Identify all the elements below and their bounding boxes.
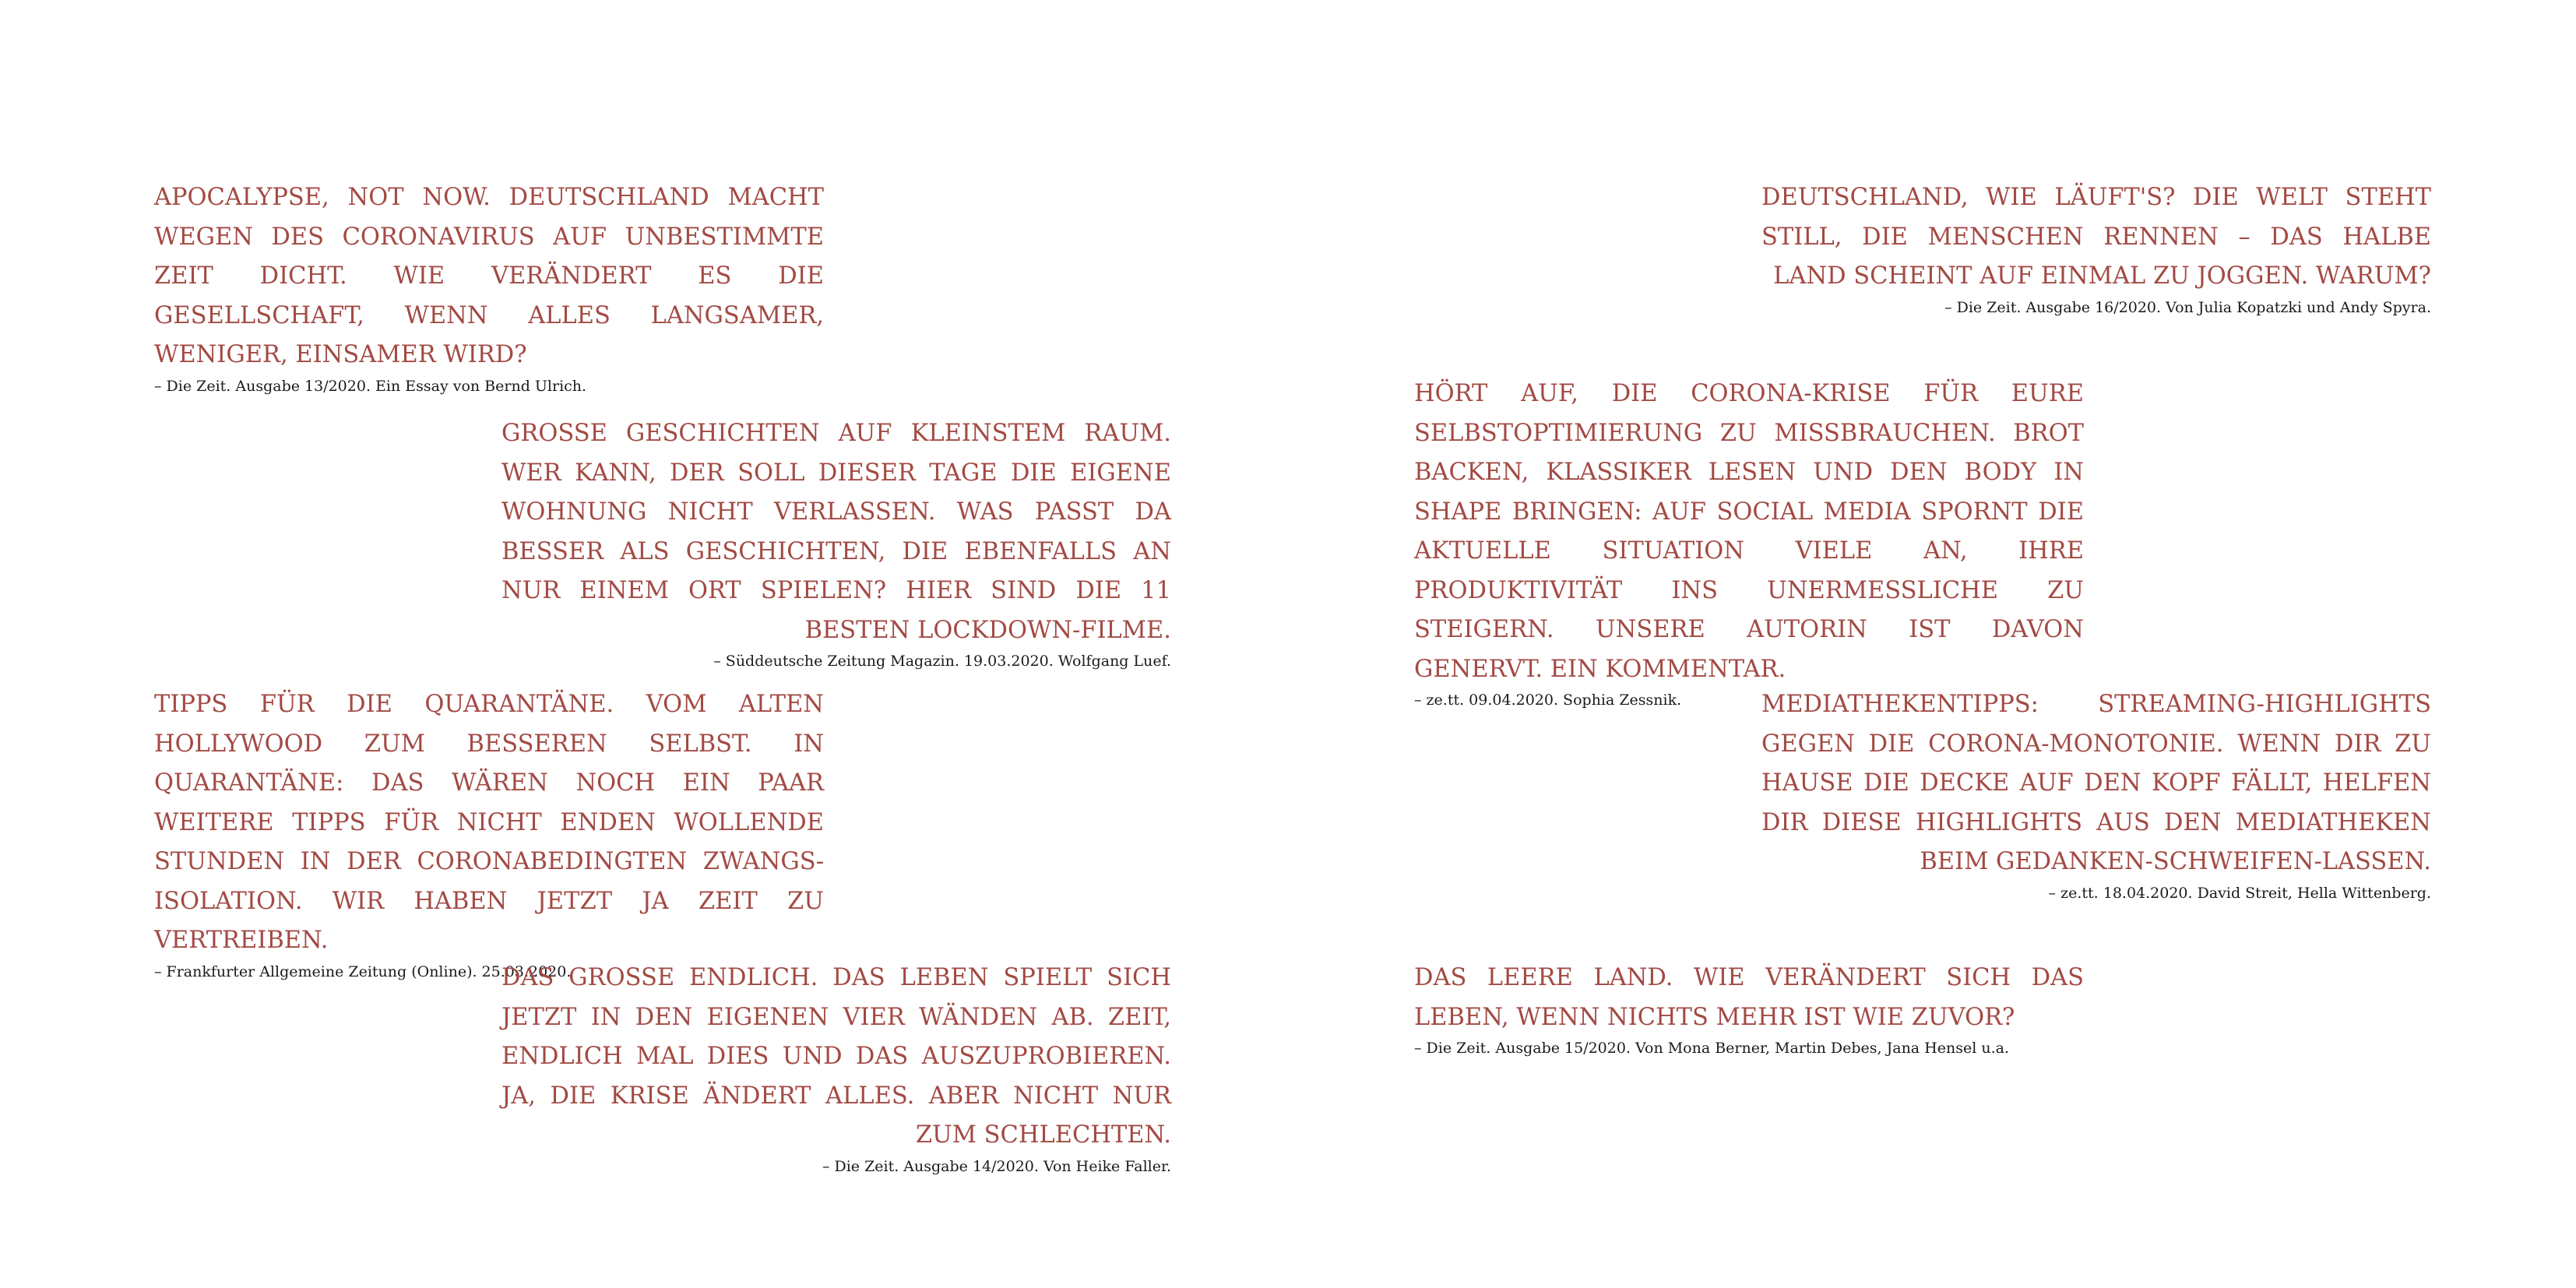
quote-text: APOCALYPSE, NOT NOW. DEUTSCHLAND MACHT WEGEN DES CORONAVIRUS AUF UNBESTIMMTE ZEIT DICHT. WIE VERÄNDERT ES DIE GESELLSCHAFT, WENN ALLES LANGSAMER, WENIGER, EINSAMER WIRD?	[154, 184, 824, 368]
quote-block	[154, 178, 824, 396]
quote-source: – ze.tt. 18.04.2020. David Streit, Hella Wittenberg.	[2048, 884, 2431, 902]
quote-text: MEDIATHEKENTIPPS: STREAMING-HIGHLIGHTS GEGEN DIE CORONA-MONOTONIE. WENN DIR ZU HAUSE DIE DECKE AUF DEN KOPF FÄLLT, HELFEN DIR DIESE HIGHLIGHTS AUS DEN MEDIATHEKEN BEIM GEDANKEN-SCHWEIFEN-LASSEN.	[1761, 691, 2431, 875]
quote-block	[1761, 178, 2431, 317]
quote-source: – Frankfurter Allgemeine Zeitung (Online). 25.03.2020.	[154, 962, 572, 980]
quote-block	[1761, 685, 2431, 903]
quote-text: DAS GROSSE ENDLICH. DAS LEBEN SPIELT SICH JETZT IN DEN EIGENEN VIER WÄNDEN AB. ZEIT, ENDLICH MAL DIES UND DAS AUSZUPROBIEREN. JA, DIE KRISE ÄNDERT ALLES. ABER NICHT NUR ZUM SCHLECHTEN.	[501, 964, 1171, 1149]
quote-block	[501, 959, 1171, 1176]
quote-block	[154, 685, 824, 981]
quote-text: HÖRT AUF, DIE CORONA-KRISE FÜR EURE SELBSTOPTIMIERUNG ZU MISSBRAUCHEN. BROT BACKEN, KLASSIKER LESEN UND DEN BODY IN SHAPE BRINGEN: AUF SOCIAL MEDIA SPORNT DIE AKTUELLE SITUATION VIELE AN, IHRE PRODUKTIVITÄT INS UNERMESSLICHE ZU STEIGERN. UNSERE AUTORIN IST DAVON GENERVT. EIN KOMMENTAR.	[1414, 380, 2084, 683]
quote-source: – ze.tt. 09.04.2020. Sophia Zessnik.	[1414, 692, 1682, 709]
quote-block	[501, 414, 1171, 670]
quote-source: – Süddeutsche Zeitung Magazin. 19.03.2020. Wolfgang Luef.	[713, 653, 1171, 670]
quote-text: DEUTSCHLAND, WIE LÄUFT'S? DIE WELT STEHT STILL, DIE MENSCHEN RENNEN – DAS HALBE LAND SCHEINT AUF EINMAL ZU JOGGEN. WARUM?	[1761, 184, 2431, 290]
quote-source: – Die Zeit. Ausgabe 14/2020. Von Heike Faller.	[822, 1157, 1171, 1175]
quote-text: TIPPS FÜR DIE QUARANTÄNE. VOM ALTEN HOLLYWOOD ZUM BESSEREN SELBST. IN QUARANTÄNE: DAS WÄREN NOCH EIN PAAR WEITERE TIPPS FÜR NICHT ENDEN WOLLENDE STUNDEN IN DER CORONABEDINGTEN ZWANGSISOLATION. WIR HABEN JETZT JA ZEIT ZU VERTREIBEN.	[154, 691, 824, 954]
quote-source: – Die Zeit. Ausgabe 13/2020. Ein Essay von Bernd Ulrich.	[154, 377, 587, 395]
quote-source: – Die Zeit. Ausgabe 16/2020. Von Julia Kopatzki und Andy Spyra.	[1944, 298, 2431, 316]
quote-block	[1414, 959, 2084, 1057]
quote-text: DAS LEERE LAND. WIE VERÄNDERT SICH DAS LEBEN, WENN NICHTS MEHR IST WIE ZUVOR?	[1414, 964, 2084, 1031]
quote-text: GROSSE GESCHICHTEN AUF KLEINSTEM RAUM. WER KANN, DER SOLL DIESER TAGE DIE EIGENE WOHNUNG NICHT VERLASSEN. WAS PASST DA BESSER ALS GESCHICHTEN, DIE EBENFALLS AN NUR EINEM ORT SPIELEN? HIER SIND DIE 11 BESTEN LOCKDOWN-FILME.	[501, 420, 1171, 644]
quote-block	[1414, 375, 2084, 709]
quote-source: – Die Zeit. Ausgabe 15/2020. Von Mona Berner, Martin Debes, Jana Hensel u.a.	[1414, 1040, 2009, 1057]
